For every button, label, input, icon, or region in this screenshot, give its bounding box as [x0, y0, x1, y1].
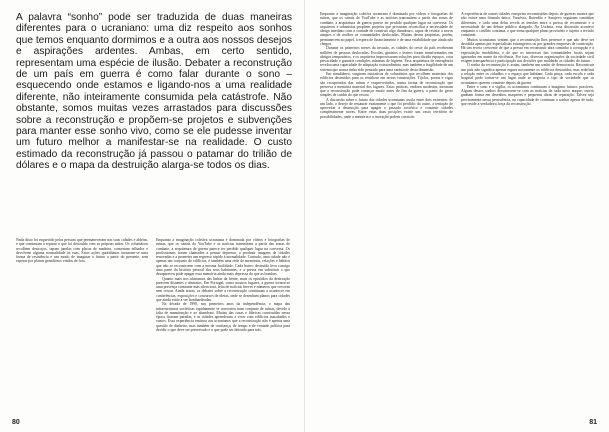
- left-page-column-1: [16, 238, 148, 264]
- body-paragraph: Nada disto foi esquecido pelas pessoas que permaneceram nas suas cidades e aldeias, e que continuam a reparar o que foi destruído com as próprias mãos. Os voluntários recolhem destroços, tapam janelas com placas de madeira, consertam telhados e devolvem alguma normalidade às ruas. Estas ações quotidianas tornaram-se uma forma de resistência e um modo de imaginar o futuro a partir do presente, sem esperar por planos grandiosos vindos de fora.: [16, 238, 148, 264]
- body-paragraph: Quanto mais nos afastamos das linhas da frente, mais os episódios da destruição parecem distantes e abstratos. Em Portugal, como noutros lugares, a guerra tornou-se uma presença constante mas silenciosa, feita de notícias breves e números que crescem sem cessar. Ainda assim, os debates sobre a reconstrução continuam a acontecer em conferências, exposições e concursos de ideias, onde se desenham planos para cidades que ainda estão a ser bombardeadas.: [156, 276, 290, 302]
- right-page: [305, 0, 609, 432]
- body-paragraph: Na década de 1990, nos primeiros anos da independência, o mapa das infraestruturas soviéticas rapidamente se converteu num conjunto de ruínas, devido à falta de manutenção e ao abandono. Muitas das casas e fábricas construídas nessa época ficaram paradas, e as cidades aprenderam a viver com edifícios inacabados e vazios. Essa experiência ensinou aos ucranianos que a reconstrução não é apenas uma questão de dinheiro, mas também de confiança, de tempo e de vontade política para decidir o que deve ser preservado e o que pode ser deixado para trás.: [156, 302, 290, 332]
- body-paragraph: A discussão sobre o futuro das cidades ucranianas oscila entre dois extremos: de um lado, o desejo de restaurar exatamente o que foi perdido; do outro, a tentação de aproveitar a destruição para apagar o passado soviético e construir cidades completamente novas. Entre estas duas posições existe um vasto território de possibilidades, onde a memória e a inovação podem coexistir.: [320, 97, 453, 119]
- lead-paragraph: A palavra “sonho” pode ser traduzida de duas maneiras diferentes para o ucraniano: uma diz respeito aos sonhos que temos enquanto dormimos e a outra aos nossos desejos e aspirações ardentes. Ambas, em certo sentido, representam uma espécie de ilusão. Debater a reconstrução de um país em guerra é como falar durante o sono – esquecendo onde estamos e ligando-nos a uma realidade diferente, não inteiramente consumida pela catástrofe. Não obstante, somos muitas vezes arrastados para discussões sobre a reconstrução e propõem-se projetos e subvenções para manter esse sonho vivo, como se ele pudesse inventar um futuro melhor a manifestar-se na realidade. O custo estimado da reconstrução já passou o patamar do trilião de dólares e o mapa da destruição alarga-se todos os dias.: [16, 12, 292, 172]
- body-paragraph: Entre o sono e a vigília, os ucranianos continuam a imaginar futuros possíveis. Alguns desses sonhos desvanecem-se com as notícias de cada novo ataque; outros ganham forma em desenhos, maquetes e pequenas obras de reparação. Talvez seja precisamente nessa persistência, na capacidade de continuar a sonhar apesar de tudo, que reside a verdadeira força da reconstrução.: [461, 84, 594, 106]
- body-paragraph: O sonho da reconstrução é, assim, também um sonho de democracia. Reconstruir um país não significa apenas erguer novamente os edifícios destruídos, mas redefinir a relação entre os cidadãos e o espaço que habitam. Cada praça, cada escola e cada hospital pode tornar-se um lugar onde se negocia o tipo de sociedade que os ucranianos querem construir depois da guerra.: [461, 63, 594, 85]
- page-number-left: 80: [12, 419, 20, 426]
- right-page-column-1: [320, 12, 453, 119]
- page-number-right: 81: [589, 419, 597, 426]
- body-paragraph: Muitos ucranianos sentem que a reconstrução lhes pertence e que não deve ser decidida apenas por especialistas estrangeiros ou por grandes empresas de construção. Há um receio crescente de que a pressa em reconstruir abra caminho à corrupção e à especulação imobiliária, e de que os interesses das comunidades locais sejam ignorados em nome da eficiência. Por isso, diversas organizações da sociedade civil exigem transparência e participação nas decisões que moldarão as cidades do futuro.: [461, 37, 594, 64]
- body-paragraph: A experiência de outras cidades europeias reconstruídas depois de guerras mostra que não existe uma fórmula única. Varsóvia, Roterdão e Sarajevo seguiram caminhos diferentes, e cada uma delas revela as tensões entre a pressa de reconstruir e a necessidade de um debate público alargado. Na Ucrânia, essa discussão acontece enquanto o conflito continua, o que torna qualquer plano provisório e sujeito a revisão constante.: [461, 12, 594, 38]
- left-page-column-2: [156, 238, 290, 332]
- body-paragraph: Enquanto a imaginação coletiva ucraniana é dominada por vídeos e fotografias de ruínas, que os canais do YouTube e as notícias transmitem a partir das zonas de combate, a arquitetura de guerra parece ter perdido qualquer lugar na conversa. Os arquitetos e urbanistas propõem projetos que procuram reconciliar a necessidade de abrigo imediato com a vontade de construir algo duradouro, capaz de resistir a novos ataques e de acolher as comunidades deslocadas. Muitas destas propostas, porém, permanecem no papel, à espera de financiamento e de uma estabilidade que ainda não chegou.: [320, 12, 453, 46]
- body-paragraph: Em simultâneo, surgiram iniciativas de voluntários que recolhem materiais dos edifícios destruídos para os reutilizar em novas construções. Tijolos, portas e vigas são recuperados das ruínas e reaproveitados, numa forma de reconstrução que preserva a memória material dos lugares. Estas práticas, embora modestas, mostram que a reconstrução pode começar muito antes do fim da guerra, a partir do gesto simples de cuidar do que restou.: [320, 71, 453, 98]
- body-paragraph: Enquanto a imaginação coletiva ucraniana é dominada por vídeos e fotografias de ruínas, que os canais do YouTube e as notícias transmitem a partir das zonas de combate, a arquitetura de guerra parece ter perdido qualquer lugar na conversa. Os profissionais foram chamados a pensar depressa, a produzir imagens de cidades renovadas e a prometer um regresso rápido à normalidade. Contudo, uma cidade não é apenas um conjunto de edifícios, é também uma rede de memórias, relações e hábitos que não se reconstroem com a mesma facilidade. Cada bairro destruído leva consigo uma parte da história pessoal dos seus habitantes, e a pressa em substituir o que desapareceu pode apagar essa memória ainda mais depressa do que as bombas.: [156, 238, 290, 277]
- right-page-column-2: [461, 12, 594, 106]
- body-paragraph: Durante os primeiros meses da invasão, as cidades do oeste do país receberam milhões de pessoas deslocadas. Escolas, ginásios e teatros foram transformados em abrigos temporários, e os arquitetos improvisaram soluções para dividir espaços, criar privacidade e garantir condições mínimas de higiene. Essa arquitetura de emergência revelou uma capacidade de adaptação extraordinária, mas também a fragilidade de um sistema que nunca tinha sido pensado para uma catástrofe desta dimensão.: [320, 46, 453, 72]
- left-page: [0, 0, 304, 432]
